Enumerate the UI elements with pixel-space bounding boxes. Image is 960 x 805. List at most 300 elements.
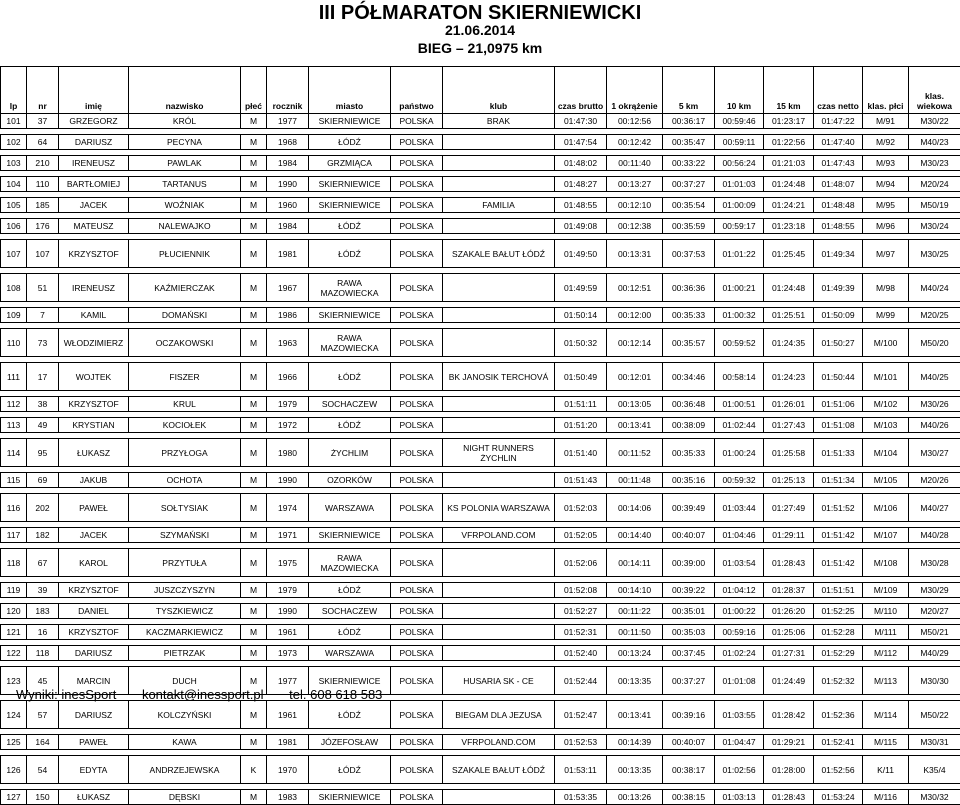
cell-last-name: KOLCZYŃSKI: [129, 701, 241, 729]
cell-split-5km: 00:35:33: [663, 308, 715, 323]
cell-first-lap: 00:13:26: [607, 790, 663, 805]
cell-city: ŁÓDŹ: [309, 583, 391, 598]
column-header-lp: lp: [1, 67, 27, 114]
cell-nr: 64: [27, 135, 59, 150]
cell-split-10km: 01:00:51: [715, 397, 764, 412]
cell-split-15km: 01:24:48: [764, 177, 814, 192]
cell-gender-rank: M/106: [863, 494, 909, 522]
cell-age-rank: M40/23: [909, 135, 960, 150]
cell-split-5km: 00:36:17: [663, 114, 715, 129]
cell-nr: 37: [27, 114, 59, 129]
cell-country: POLSKA: [391, 156, 443, 171]
cell-first-name: EDYTA: [59, 756, 129, 784]
cell-split-15km: 01:26:01: [764, 397, 814, 412]
cell-lp: 102: [1, 135, 27, 150]
cell-birth-year: 1990: [267, 473, 309, 488]
cell-split-10km: 00:59:16: [715, 625, 764, 640]
cell-age-rank: M50/21: [909, 625, 960, 640]
cell-first-lap: 00:11:48: [607, 473, 663, 488]
cell-lp: 111: [1, 363, 27, 391]
cell-split-15km: 01:21:03: [764, 156, 814, 171]
cell-gender: M: [241, 735, 267, 750]
cell-first-lap: 00:14:11: [607, 549, 663, 577]
cell-split-5km: 00:38:17: [663, 756, 715, 784]
cell-split-5km: 00:35:59: [663, 219, 715, 234]
cell-city: SKIERNIEWICE: [309, 667, 391, 695]
cell-city: SOCHACZEW: [309, 604, 391, 619]
cell-club: [443, 397, 555, 412]
cell-gender: M: [241, 473, 267, 488]
cell-gender: M: [241, 274, 267, 302]
cell-split-5km: 00:38:09: [663, 418, 715, 433]
cell-gender-rank: M/113: [863, 667, 909, 695]
results-provider: Wyniki: inesSport: [16, 687, 116, 702]
cell-first-name: MARCIN: [59, 667, 129, 695]
cell-last-name: KAWA: [129, 735, 241, 750]
cell-split-10km: 00:58:14: [715, 363, 764, 391]
cell-age-rank: M30/22: [909, 114, 960, 129]
cell-country: POLSKA: [391, 583, 443, 598]
cell-gross-time: 01:52:27: [555, 604, 607, 619]
cell-net-time: 01:47:40: [814, 135, 863, 150]
cell-age-rank: M30/28: [909, 549, 960, 577]
cell-last-name: NALEWAJKO: [129, 219, 241, 234]
cell-club: [443, 583, 555, 598]
cell-city: JÓZEFOSŁAW: [309, 735, 391, 750]
cell-gender-rank: M/112: [863, 646, 909, 661]
cell-nr: 107: [27, 240, 59, 268]
footer: [16, 687, 404, 703]
table-row: [1, 625, 960, 640]
cell-gender: M: [241, 156, 267, 171]
cell-split-15km: 01:27:49: [764, 494, 814, 522]
cell-net-time: 01:52:25: [814, 604, 863, 619]
cell-net-time: 01:51:08: [814, 418, 863, 433]
cell-split-5km: 00:37:27: [663, 667, 715, 695]
cell-age-rank: M30/29: [909, 583, 960, 598]
cell-nr: 183: [27, 604, 59, 619]
cell-country: POLSKA: [391, 528, 443, 543]
cell-split-5km: 00:35:16: [663, 473, 715, 488]
cell-city: ŁÓDŹ: [309, 756, 391, 784]
cell-net-time: 01:47:22: [814, 114, 863, 129]
cell-first-lap: 00:13:27: [607, 177, 663, 192]
cell-first-lap: 00:12:56: [607, 114, 663, 129]
cell-city: ŻYCHLIM: [309, 439, 391, 467]
cell-age-rank: M40/26: [909, 418, 960, 433]
cell-gross-time: 01:49:50: [555, 240, 607, 268]
cell-split-5km: 00:40:07: [663, 528, 715, 543]
cell-split-15km: 01:23:18: [764, 219, 814, 234]
cell-city: SOCHACZEW: [309, 397, 391, 412]
cell-gender: M: [241, 790, 267, 805]
cell-nr: 39: [27, 583, 59, 598]
cell-age-rank: M40/27: [909, 494, 960, 522]
cell-birth-year: 1984: [267, 156, 309, 171]
cell-country: POLSKA: [391, 790, 443, 805]
cell-first-name: KRZYSZTOF: [59, 583, 129, 598]
table-row: [1, 473, 960, 488]
cell-gender: M: [241, 667, 267, 695]
cell-split-5km: 00:33:22: [663, 156, 715, 171]
cell-split-5km: 00:36:36: [663, 274, 715, 302]
cell-birth-year: 1971: [267, 528, 309, 543]
cell-lp: 114: [1, 439, 27, 467]
cell-split-10km: 01:03:44: [715, 494, 764, 522]
cell-gross-time: 01:50:14: [555, 308, 607, 323]
cell-lp: 120: [1, 604, 27, 619]
cell-last-name: SZYMAŃSKI: [129, 528, 241, 543]
cell-club: [443, 418, 555, 433]
cell-age-rank: M30/26: [909, 397, 960, 412]
cell-gross-time: 01:49:59: [555, 274, 607, 302]
cell-age-rank: M20/25: [909, 308, 960, 323]
cell-gender-rank: M/95: [863, 198, 909, 213]
cell-split-15km: 01:23:17: [764, 114, 814, 129]
cell-last-name: TYSZKIEWICZ: [129, 604, 241, 619]
cell-net-time: 01:51:52: [814, 494, 863, 522]
cell-gender: M: [241, 494, 267, 522]
cell-club: NIGHT RUNNERS ŻYCHLIN: [443, 439, 555, 467]
cell-city: SKIERNIEWICE: [309, 114, 391, 129]
table-row: [1, 494, 960, 522]
cell-split-10km: 01:03:54: [715, 549, 764, 577]
cell-split-5km: 00:39:22: [663, 583, 715, 598]
cell-last-name: DUCH: [129, 667, 241, 695]
table-row: [1, 240, 960, 268]
cell-first-name: KRZYSZTOF: [59, 625, 129, 640]
cell-split-5km: 00:39:00: [663, 549, 715, 577]
cell-split-5km: 00:40:07: [663, 735, 715, 750]
cell-gross-time: 01:51:43: [555, 473, 607, 488]
cell-split-10km: 01:04:47: [715, 735, 764, 750]
cell-club: [443, 135, 555, 150]
cell-gender: M: [241, 528, 267, 543]
cell-first-name: KRZYSZTOF: [59, 240, 129, 268]
cell-nr: 110: [27, 177, 59, 192]
cell-split-5km: 00:38:15: [663, 790, 715, 805]
cell-country: POLSKA: [391, 494, 443, 522]
cell-lp: 116: [1, 494, 27, 522]
cell-lp: 117: [1, 528, 27, 543]
cell-split-5km: 00:35:57: [663, 329, 715, 357]
table-row: [1, 701, 960, 729]
cell-nr: 73: [27, 329, 59, 357]
cell-split-15km: 01:24:49: [764, 667, 814, 695]
cell-gender-rank: M/101: [863, 363, 909, 391]
cell-gross-time: 01:53:11: [555, 756, 607, 784]
cell-country: POLSKA: [391, 549, 443, 577]
cell-club: VFRPOLAND.COM: [443, 528, 555, 543]
cell-gross-time: 01:51:40: [555, 439, 607, 467]
cell-split-10km: 01:04:46: [715, 528, 764, 543]
cell-split-15km: 01:24:21: [764, 198, 814, 213]
table-row: [1, 177, 960, 192]
cell-first-name: DARIUSZ: [59, 701, 129, 729]
cell-split-5km: 00:35:47: [663, 135, 715, 150]
cell-split-15km: 01:28:00: [764, 756, 814, 784]
cell-split-5km: 00:39:16: [663, 701, 715, 729]
cell-birth-year: 1983: [267, 790, 309, 805]
cell-city: ŁÓDŹ: [309, 363, 391, 391]
column-header-birth-year: rocznik: [267, 67, 309, 114]
cell-first-name: PAWEŁ: [59, 494, 129, 522]
cell-gender-rank: M/115: [863, 735, 909, 750]
cell-first-name: IRENEUSZ: [59, 156, 129, 171]
cell-birth-year: 1972: [267, 418, 309, 433]
cell-club: SZAKALE BAŁUT ŁÓDŹ: [443, 240, 555, 268]
cell-nr: 150: [27, 790, 59, 805]
cell-city: SKIERNIEWICE: [309, 177, 391, 192]
cell-first-lap: 00:13:41: [607, 418, 663, 433]
cell-lp: 109: [1, 308, 27, 323]
cell-split-10km: 00:59:32: [715, 473, 764, 488]
cell-birth-year: 1984: [267, 219, 309, 234]
cell-city: ŁÓDŹ: [309, 240, 391, 268]
cell-birth-year: 1961: [267, 625, 309, 640]
cell-birth-year: 1970: [267, 756, 309, 784]
cell-split-15km: 01:25:58: [764, 439, 814, 467]
cell-club: BRAK: [443, 114, 555, 129]
cell-split-10km: 01:04:12: [715, 583, 764, 598]
cell-split-15km: 01:25:51: [764, 308, 814, 323]
cell-lp: 127: [1, 790, 27, 805]
cell-club: BK JANOSIK TERCHOVÁ: [443, 363, 555, 391]
cell-nr: 95: [27, 439, 59, 467]
cell-lp: 106: [1, 219, 27, 234]
cell-net-time: 01:50:44: [814, 363, 863, 391]
cell-lp: 115: [1, 473, 27, 488]
column-header-city: miasto: [309, 67, 391, 114]
cell-city: RAWA MAZOWIECKA: [309, 329, 391, 357]
cell-gross-time: 01:50:32: [555, 329, 607, 357]
cell-club: [443, 156, 555, 171]
cell-gender: M: [241, 701, 267, 729]
cell-last-name: TARTANUS: [129, 177, 241, 192]
cell-country: POLSKA: [391, 473, 443, 488]
cell-country: POLSKA: [391, 274, 443, 302]
cell-gender: M: [241, 177, 267, 192]
cell-split-10km: 00:59:46: [715, 114, 764, 129]
cell-lp: 104: [1, 177, 27, 192]
cell-gender: M: [241, 418, 267, 433]
cell-age-rank: M30/31: [909, 735, 960, 750]
cell-gender: M: [241, 114, 267, 129]
cell-gross-time: 01:48:55: [555, 198, 607, 213]
cell-age-rank: M40/28: [909, 528, 960, 543]
cell-split-15km: 01:27:31: [764, 646, 814, 661]
cell-first-lap: 00:13:05: [607, 397, 663, 412]
contact-email: kontakt@inessport.pl: [142, 687, 264, 702]
cell-split-15km: 01:25:13: [764, 473, 814, 488]
cell-split-10km: 01:00:22: [715, 604, 764, 619]
table-row: [1, 528, 960, 543]
contact-phone: tel. 608 618 583: [289, 687, 382, 702]
cell-gender: M: [241, 135, 267, 150]
cell-last-name: KRUL: [129, 397, 241, 412]
cell-country: POLSKA: [391, 240, 443, 268]
cell-nr: 16: [27, 625, 59, 640]
cell-last-name: SOŁTYSIAK: [129, 494, 241, 522]
cell-first-name: PAWEŁ: [59, 735, 129, 750]
cell-gender-rank: K/11: [863, 756, 909, 784]
table-row: [1, 329, 960, 357]
cell-gender: M: [241, 198, 267, 213]
column-header-first-lap: 1 okrążenie: [607, 67, 663, 114]
cell-last-name: PAWLAK: [129, 156, 241, 171]
column-header-club: klub: [443, 67, 555, 114]
column-header-country: państwo: [391, 67, 443, 114]
cell-gross-time: 01:53:35: [555, 790, 607, 805]
cell-nr: 57: [27, 701, 59, 729]
cell-net-time: 01:47:43: [814, 156, 863, 171]
cell-gender: M: [241, 549, 267, 577]
cell-first-lap: 00:12:42: [607, 135, 663, 150]
cell-age-rank: M40/29: [909, 646, 960, 661]
column-header-last-name: nazwisko: [129, 67, 241, 114]
cell-club: BIEGAM DLA JEZUSA: [443, 701, 555, 729]
cell-gross-time: 01:52:47: [555, 701, 607, 729]
cell-lp: 103: [1, 156, 27, 171]
cell-gender: M: [241, 363, 267, 391]
cell-birth-year: 1968: [267, 135, 309, 150]
cell-net-time: 01:49:34: [814, 240, 863, 268]
cell-gross-time: 01:48:02: [555, 156, 607, 171]
cell-city: WARSZAWA: [309, 494, 391, 522]
cell-city: ŁÓDŹ: [309, 625, 391, 640]
cell-net-time: 01:51:06: [814, 397, 863, 412]
cell-club: KS POLONIA WARSZAWA: [443, 494, 555, 522]
cell-city: RAWA MAZOWIECKA: [309, 549, 391, 577]
cell-lp: 126: [1, 756, 27, 784]
cell-first-lap: 00:13:24: [607, 646, 663, 661]
table-row: [1, 198, 960, 213]
cell-gross-time: 01:52:53: [555, 735, 607, 750]
cell-first-name: DARIUSZ: [59, 135, 129, 150]
cell-net-time: 01:48:07: [814, 177, 863, 192]
cell-split-15km: 01:25:06: [764, 625, 814, 640]
cell-last-name: PRZYTUŁA: [129, 549, 241, 577]
cell-gender-rank: M/111: [863, 625, 909, 640]
cell-gross-time: 01:52:03: [555, 494, 607, 522]
cell-last-name: DOMAŃSKI: [129, 308, 241, 323]
table-row: [1, 156, 960, 171]
cell-first-lap: 00:11:52: [607, 439, 663, 467]
cell-nr: 45: [27, 667, 59, 695]
cell-club: FAMILIA: [443, 198, 555, 213]
cell-gender: M: [241, 625, 267, 640]
cell-gender: M: [241, 240, 267, 268]
cell-first-lap: 00:13:31: [607, 240, 663, 268]
cell-split-5km: 00:39:49: [663, 494, 715, 522]
cell-country: POLSKA: [391, 198, 443, 213]
cell-country: POLSKA: [391, 756, 443, 784]
table-row: [1, 549, 960, 577]
cell-gender-rank: M/92: [863, 135, 909, 150]
cell-birth-year: 1967: [267, 274, 309, 302]
cell-lp: 121: [1, 625, 27, 640]
cell-last-name: FISZER: [129, 363, 241, 391]
race-subtitle: BIEG – 21,0975 km: [0, 40, 960, 56]
cell-club: [443, 604, 555, 619]
cell-lp: 108: [1, 274, 27, 302]
cell-age-rank: M30/23: [909, 156, 960, 171]
cell-nr: 202: [27, 494, 59, 522]
cell-nr: 54: [27, 756, 59, 784]
cell-split-15km: 01:22:56: [764, 135, 814, 150]
cell-last-name: KOCIOŁEK: [129, 418, 241, 433]
column-header-net-time: czas netto: [814, 67, 863, 114]
cell-club: [443, 219, 555, 234]
cell-first-name: KRZYSZTOF: [59, 397, 129, 412]
cell-age-rank: M50/22: [909, 701, 960, 729]
cell-first-lap: 00:12:00: [607, 308, 663, 323]
cell-country: POLSKA: [391, 135, 443, 150]
cell-split-5km: 00:34:46: [663, 363, 715, 391]
cell-city: RAWA MAZOWIECKA: [309, 274, 391, 302]
cell-last-name: JUSZCZYSZYN: [129, 583, 241, 598]
table-row: [1, 583, 960, 598]
cell-first-name: IRENEUSZ: [59, 274, 129, 302]
cell-split-10km: 01:03:13: [715, 790, 764, 805]
cell-country: POLSKA: [391, 735, 443, 750]
table-row: [1, 735, 960, 750]
cell-age-rank: M40/24: [909, 274, 960, 302]
cell-net-time: 01:51:42: [814, 528, 863, 543]
cell-lp: 113: [1, 418, 27, 433]
cell-gender-rank: M/108: [863, 549, 909, 577]
cell-first-name: KRYSTIAN: [59, 418, 129, 433]
page-title: III PÓŁMARATON SKIERNIEWICKI: [0, 1, 960, 25]
cell-split-10km: 01:03:55: [715, 701, 764, 729]
cell-club: [443, 177, 555, 192]
cell-country: POLSKA: [391, 363, 443, 391]
cell-net-time: 01:52:56: [814, 756, 863, 784]
cell-lp: 119: [1, 583, 27, 598]
cell-country: POLSKA: [391, 219, 443, 234]
cell-club: [443, 329, 555, 357]
cell-gender: M: [241, 308, 267, 323]
cell-gender-rank: M/110: [863, 604, 909, 619]
cell-split-15km: 01:29:11: [764, 528, 814, 543]
cell-split-15km: 01:25:45: [764, 240, 814, 268]
cell-gross-time: 01:47:30: [555, 114, 607, 129]
table-row: [1, 114, 960, 129]
cell-birth-year: 1966: [267, 363, 309, 391]
cell-split-5km: 00:35:01: [663, 604, 715, 619]
cell-first-lap: 00:13:35: [607, 667, 663, 695]
cell-first-name: WŁODZIMIERZ: [59, 329, 129, 357]
table-row: [1, 604, 960, 619]
cell-lp: 122: [1, 646, 27, 661]
cell-gender-rank: M/103: [863, 418, 909, 433]
cell-gross-time: 01:49:08: [555, 219, 607, 234]
cell-age-rank: M30/32: [909, 790, 960, 805]
cell-gender: M: [241, 329, 267, 357]
cell-first-lap: 00:14:39: [607, 735, 663, 750]
cell-birth-year: 1979: [267, 397, 309, 412]
column-header-gross-time: czas brutto: [555, 67, 607, 114]
cell-country: POLSKA: [391, 646, 443, 661]
cell-net-time: 01:48:55: [814, 219, 863, 234]
cell-first-lap: 00:12:14: [607, 329, 663, 357]
cell-last-name: DĘBSKI: [129, 790, 241, 805]
cell-gender-rank: M/102: [863, 397, 909, 412]
cell-first-name: KAMIL: [59, 308, 129, 323]
cell-gross-time: 01:52:08: [555, 583, 607, 598]
cell-first-name: MATEUSZ: [59, 219, 129, 234]
cell-split-10km: 01:02:24: [715, 646, 764, 661]
